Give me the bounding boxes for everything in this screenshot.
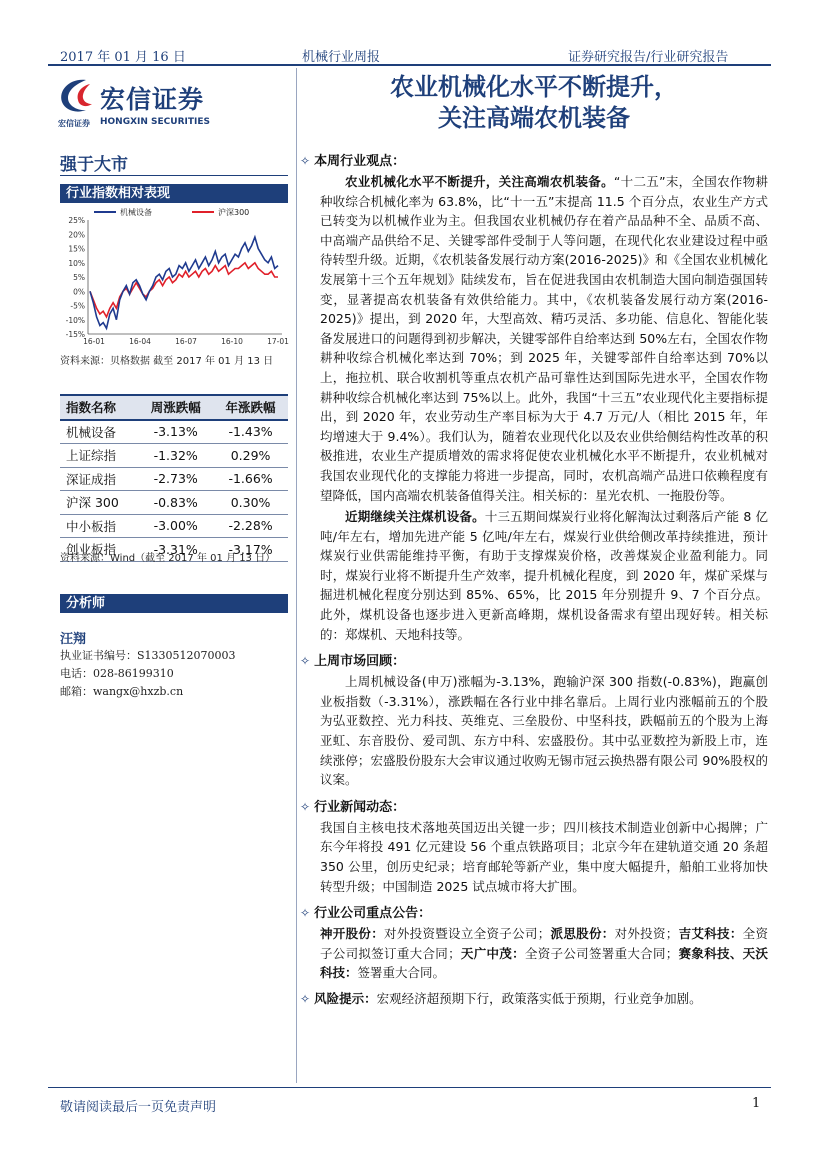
table-cell: -3.31% <box>138 538 213 562</box>
chart-y-tick-label: 20% <box>68 230 85 240</box>
chart-section-bar: 行业指数相对表现 <box>60 184 288 203</box>
rating-rule <box>60 175 288 176</box>
chart-y-tick-label: 25% <box>68 216 85 225</box>
main-content <box>300 150 768 1010</box>
chart-y-tick-label: -15% <box>65 330 85 339</box>
table-cell: -2.73% <box>138 467 213 491</box>
table-header-cell: 年涨跌幅 <box>213 395 288 420</box>
market-body <box>300 672 768 790</box>
company-logo <box>56 74 246 134</box>
diamond-bullet-icon: ✧ <box>300 799 311 814</box>
table-cell: 机械设备 <box>60 420 138 444</box>
table-row <box>60 420 288 444</box>
report-category: 证券研究报告/行业研究报告 <box>568 50 729 65</box>
table-source: 资料来源：Wind（截至 2017 年 01 月 13 日） <box>60 553 276 564</box>
table-header-cell: 指数名称 <box>60 395 138 420</box>
header-rule <box>48 64 771 66</box>
table-header-cell: 周涨跌幅 <box>138 395 213 420</box>
footer-rule <box>48 1087 771 1088</box>
table-cell: -0.83% <box>138 491 213 515</box>
diamond-bullet-icon: ✧ <box>300 991 311 1006</box>
paragraph-agri: 农业机械化水平不断提升，关注高端农机装备。“十二五”末，全国农作物耕种收综合机械化率为 63.8%，比“十一五”末提高 11.5 个百分点，农业生产方式已转变为以机械作业为主。但我国农业机械仍存在着产品品种不全、品质不高、中高端产品供给不足、关键零部件受制于人等问题，在现代化农业建设过程中亟待转型升级。近期，《农机装备发展行动方案(2016-2025)》和《全国农业机械化发展第十三个五年规划》陆续发布，旨在促进我国由农机制造大国向制造强国转变，显著提高农机装备有效供给能力。其中，《农机装备发展行动方案(2016-2025)》提出，到 2020 年，大型高效、精巧灵活、多功能、信息化、智能化装备发展进口的问题得到初步解决，关键零部件自给率达到 50%左右，全国农作物耕种收综合机械化率达到 70%；到 2025 年，关键零部件自给率达到 70%以上，拖拉机、联合收割机等重点农机产品可靠性达到国际先进水平，全国农作物耕种收综合机械化率达到 75%以上。此外，我国“十三五”农业现代化主要指标提出，到 2020 年，农业劳动生产率目标为大于 4.7 万元/人（相比 2015 年，年均增速大于 9.4%）。我们认为，随着农业现代化以及农业供给侧结构性改革的积极推进，农业生产提质增效的需求将促使农业机械化水平不断提升，农业机械对我国农业现代化的支撑能力将进一步提高，同时，农机高端产品进口依赖程度有望降低，国内高端农机装备值得关注。相关标的：星光农机、一拖股份等。 <box>320 174 768 503</box>
table-row <box>60 444 288 468</box>
chart-legend-label: 沪深300 <box>218 208 250 217</box>
section-company-head: ✧ 行业公司重点公告： <box>300 906 432 922</box>
report-type: 机械行业周报 <box>302 50 381 65</box>
chart-y-tick-label: 15% <box>68 244 85 254</box>
chart-y-tick-label: -10% <box>65 315 85 325</box>
logo-swirl-icon <box>56 76 100 116</box>
paragraph-news: 我国自主核电技术落地英国迈出关键一步；四川核技术制造业创新中心揭牌；广东今年将投 491 亿元建设 56 个重点铁路项目；北京今年在建轨道交通 20 条超 350 公里，创历史纪录；培育邮轮等新产业，集中度大幅提升，船舶工业将加快转型升级；中国制造 2025 试点城市将大扩围。 <box>320 819 768 894</box>
table-cell: 上证综指 <box>60 444 138 468</box>
table-cell: 创业板指 <box>60 538 138 562</box>
table-cell: 0.29% <box>213 444 288 468</box>
paragraph-company: 神开股份：对外投资暨设立全资子公司；派思股份：对外投资；吉艾科技：全资子公司拟签订重大合同；天广中茂：全资子公司签署重大合同；赛象科技、天沃科技：签署重大合同。 <box>320 926 768 981</box>
paragraph-coal: 近期继续关注煤机设备。十三五期间煤炭行业将化解淘汰过剩落后产能 8 亿吨/年左右，增加先进产能 5 亿吨/年左右，煤炭行业供给侧改革持续推进，预计煤炭行业供需能维持平衡，有助于支撑煤炭价格，改善煤炭企业盈利能力。同时，煤炭行业将不断提升生产效率，提升机械化程度，到 2020 年，煤矿采煤与掘进机械化程度分别达到 85%、65%，比 2015 年分别提升 9、7 个百分点。此外，煤机设备也逐步进入更新高峰期，煤机设备需求有望出现好转。相关标的：郑煤机、天地科技等。 <box>320 509 768 642</box>
analyst-name: 汪翔 <box>60 632 87 647</box>
diamond-bullet-icon: ✧ <box>300 654 311 669</box>
table-row <box>60 491 288 515</box>
chart-x-tick-label: 17-01 <box>267 337 289 346</box>
table-cell: -3.00% <box>138 514 213 538</box>
viewpoint-body <box>300 172 768 644</box>
chart-x-tick-label: 16-01 <box>83 337 105 346</box>
table-cell: 0.30% <box>213 491 288 515</box>
rating-label: 强于大市 <box>60 155 128 175</box>
table-cell: -1.43% <box>213 420 288 444</box>
news-body <box>300 818 768 896</box>
table-row <box>60 467 288 491</box>
page-number: 1 <box>752 1096 761 1111</box>
chart-y-tick-label: 10% <box>68 258 85 268</box>
diamond-bullet-icon: ✧ <box>300 154 311 168</box>
table-cell: 中小板指 <box>60 514 138 538</box>
chart-y-tick-label: 5% <box>73 273 85 282</box>
diamond-bullet-icon: ✧ <box>300 906 311 921</box>
column-divider <box>296 68 297 1083</box>
analyst-section-bar: 分析师 <box>60 594 288 613</box>
table-cell: -1.32% <box>138 444 213 468</box>
chart-x-tick-label: 16-10 <box>221 337 243 346</box>
table-cell: -3.13% <box>138 420 213 444</box>
chart-legend-label: 机械设备 <box>120 208 152 217</box>
section-news-head: ✧ 行业新闻动态： <box>300 799 406 815</box>
table-cell: 深证成指 <box>60 467 138 491</box>
footer-disclaimer: 敬请阅读最后一页免责声明 <box>60 1100 217 1115</box>
section-market-head: ✧ 上周市场回顾： <box>300 654 406 670</box>
index-chart <box>60 206 290 348</box>
table-header-row <box>60 395 288 420</box>
table-cell: -1.66% <box>213 467 288 491</box>
title-line-2: 关注高端农机装备 <box>438 104 630 132</box>
analyst-cert: 执业证书编号：S1330512070003 <box>60 649 236 662</box>
logo-en-name: HONGXIN SECURITIES <box>100 117 210 127</box>
company-body <box>300 924 768 983</box>
table-row <box>60 514 288 538</box>
chart-series-line <box>90 237 278 328</box>
logo-small-cn: 宏信证券 <box>58 119 90 128</box>
index-table <box>60 394 288 562</box>
title-line-1: 农业机械化水平不断提升， <box>390 73 678 101</box>
table-cell: 沪深 300 <box>60 491 138 515</box>
paragraph-market: 上周机械设备(申万)涨幅为-3.13%，跑输沪深 300 指数(-0.83%)，跑赢创业板指数（-3.31%），涨跌幅在各行业中排名靠后。上周行业内涨幅前五的个股为弘亚数控、光力科技、英维克、三垒股份、中坚科技，跌幅前五的个股为上海亚虹、东音股份、爱司凯、东方中科、宏盛股份。其中弘亚数控为新股上市，连续涨停；宏盛股份股东大会审议通过收购无锡市冠云换热器有限公司 90%股权的议案。 <box>320 674 768 788</box>
chart-source: 资料来源：贝格数据 截至 2017 年 01 月 13 日 <box>60 356 274 367</box>
chart-x-tick-label: 16-07 <box>175 337 197 346</box>
analyst-email: 邮箱：wangx@hxzb.cn <box>60 685 184 698</box>
section-viewpoint-head: ✧ 本周行业观点： <box>300 154 406 169</box>
analyst-phone: 电话：028-86199310 <box>60 667 174 680</box>
risk-line: ✧ 风险提示：宏观经济超预期下行，政策落实低于预期，行业竞争加剧。 <box>300 990 702 1006</box>
chart-y-tick-label: -5% <box>70 301 85 311</box>
logo-cn-name: 宏信证券 <box>100 85 205 114</box>
chart-y-tick-label: 0% <box>73 287 85 297</box>
chart-x-tick-label: 16-04 <box>129 337 151 346</box>
table-cell: -3.17% <box>213 538 288 562</box>
report-date: 2017 年 01 月 16 日 <box>60 50 186 65</box>
table-cell: -2.28% <box>213 514 288 538</box>
